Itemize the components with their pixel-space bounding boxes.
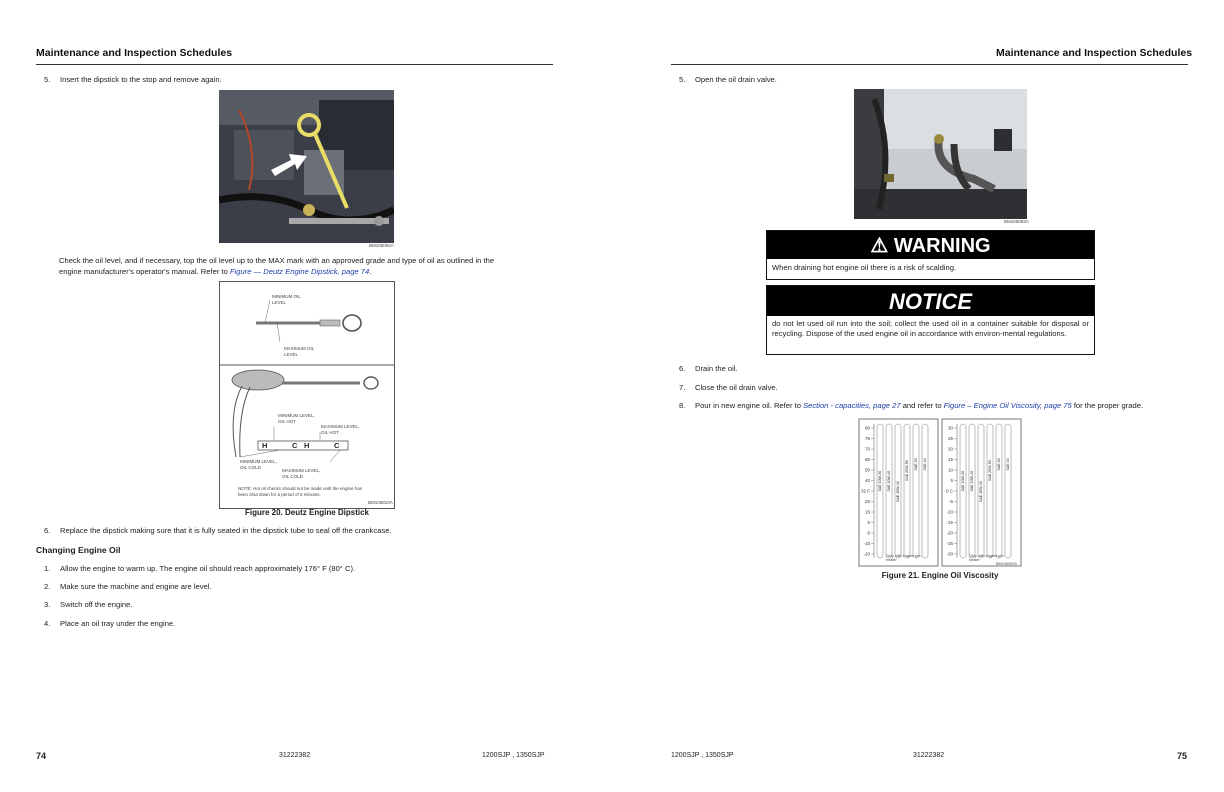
figure20-note: NOTE: Hot oil checks should not be made until the engine has been shut down for a period of 5 minutes. xyxy=(238,486,363,497)
celsius-tick-label: 25 xyxy=(947,436,953,441)
warning-title: ⚠ WARNING xyxy=(767,231,1094,259)
fahrenheit-tick-label: 60 xyxy=(864,457,870,462)
figure20-box xyxy=(219,281,395,509)
figure20-caption: Figure 20. Deutz Engine Dipstick xyxy=(244,508,370,517)
left-viscosity-bar-label: SAE 10W-30 xyxy=(878,470,883,492)
left-step-6-text: Replace the dipstick making sure that it is fully seated in the dipstick tube to seal off the crankcase. xyxy=(60,526,392,535)
right-step-5-number: 5. xyxy=(679,75,686,84)
figure21-code: BM105902A xyxy=(996,562,1017,566)
fahrenheit-tick-label: 75 xyxy=(864,436,870,441)
fahrenheit-tick-label: 15 xyxy=(864,509,870,515)
celsius-tick-label: -5 xyxy=(948,499,953,504)
svg-text:H: H xyxy=(304,441,310,450)
right-step-7-number: 7. xyxy=(679,383,686,392)
photo2-code: BM105093A xyxy=(1004,219,1029,224)
step8-text-a: Pour in new engine oil. Refer to xyxy=(695,401,804,410)
notice-title: NOTICE xyxy=(767,286,1094,316)
notice-text: do not let used oil run into the soil; collect the used oil in a container suitable for disposal or recycling. Dispose of the used engine oil in accordance with environ-mental regulations. xyxy=(772,319,1089,338)
fahrenheit-tick-label: 25 xyxy=(864,499,870,504)
celsius-tick-label: 10 xyxy=(947,467,953,473)
right-footer-model: 1200SJP , 1350SJP xyxy=(671,752,734,759)
step8-text-b: and refer to xyxy=(900,401,944,410)
oil-step-1-text: Allow the engine to warm up. The engine oil should reach approximately 176° F (80° C). xyxy=(60,564,356,573)
fahrenheit-tick-label: 70 xyxy=(864,446,870,452)
right-viscosity-bar-label: SAE 10W-40 xyxy=(970,470,975,492)
celsius-tick-label: 20 xyxy=(947,446,953,452)
oil-step-2-text: Make sure the machine and engine are level. xyxy=(60,582,212,591)
celsius-tick-label: -15 xyxy=(946,520,953,525)
celsius-tick-label: -30 xyxy=(946,551,953,557)
right-footer-doc-number: 31222382 xyxy=(913,752,945,759)
right-step-8-number: 8. xyxy=(679,401,686,410)
celsius-tick-label: 5 xyxy=(950,478,953,483)
right-step-7-text: Close the oil drain valve. xyxy=(695,383,778,392)
min-level-cold-label: MINIMUM LEVEL, OIL COLD xyxy=(240,459,277,470)
min-oil-level-label: MINIMUM OIL LEVEL xyxy=(272,294,301,305)
left-page-number: 74 xyxy=(36,751,47,761)
viscosity-svg xyxy=(858,418,1022,568)
figure21-link[interactable]: Figure – Engine Oil Viscosity, page 75 xyxy=(943,401,1072,410)
celsius-tick-label: -25 xyxy=(946,541,953,546)
right-step-6-text: Drain the oil. xyxy=(695,364,738,373)
check-para-line1: Check the oil level, and if necessary, top the oil level up to the MAX mark with an approved grade and type of oil as outlined in the xyxy=(59,256,495,265)
left-step-5-text: Insert the dipstick to the stop and remove again. xyxy=(60,75,222,84)
left-page-header: Maintenance and Inspection Schedules xyxy=(36,47,233,59)
left-header-rule xyxy=(36,64,553,65)
right-page-header: Maintenance and Inspection Schedules xyxy=(996,47,1193,59)
figure21-caption: Figure 21. Engine Oil Viscosity xyxy=(881,571,999,580)
left-footer-doc-number: 31222382 xyxy=(279,752,311,759)
right-step-5-text: Open the oil drain valve. xyxy=(695,75,777,84)
oil-step-4-number: 4. xyxy=(44,619,51,628)
oil-step-2-number: 2. xyxy=(44,582,51,591)
figure21-footnote-right: Only with engine pre-heater xyxy=(969,554,1005,562)
left-viscosity-bar-label: SAE 40 xyxy=(923,458,928,471)
figure21-chart xyxy=(858,418,1022,568)
oil-step-3-number: 3. xyxy=(44,600,51,609)
photo1-code: BM105092A xyxy=(369,243,394,248)
svg-text:C: C xyxy=(292,441,298,450)
figure21-footnote-left: Only with engine pre-heater xyxy=(886,554,922,562)
capacities-link[interactable]: Section - capacities, page 27 xyxy=(803,401,901,410)
fahrenheit-tick-label: -20 xyxy=(863,551,870,557)
celsius-tick-label: -10 xyxy=(946,509,953,515)
warning-box xyxy=(766,230,1095,280)
right-viscosity-bar-label: SAE 10W-30 xyxy=(961,470,966,492)
oil-step-3-text: Switch off the engine. xyxy=(60,600,133,609)
left-viscosity-bar-label: SAE 20W-50 xyxy=(905,460,910,481)
right-header-rule xyxy=(671,64,1188,65)
max-level-hot-label: MAXIMUM LEVEL, OIL HOT xyxy=(321,424,360,435)
dipstick-photo xyxy=(219,90,394,243)
right-step-6-number: 6. xyxy=(679,364,686,373)
celsius-tick-label: 0 C xyxy=(945,488,953,494)
step8-text-c: for the proper grade. xyxy=(1071,401,1144,410)
fahrenheit-tick-label: 32 F xyxy=(860,488,870,494)
left-viscosity-bar-label: SAE 10W-40 xyxy=(887,470,892,492)
warning-text: When draining hot engine oil there is a risk of scalding. xyxy=(772,263,957,272)
right-viscosity-bar-label: SAE 15W-40 xyxy=(979,481,984,502)
celsius-tick-label: -20 xyxy=(946,530,953,536)
left-footer-model: 1200SJP , 1350SJP xyxy=(482,752,545,759)
svg-text:H: H xyxy=(262,441,268,450)
fahrenheit-tick-label: 40 xyxy=(864,478,870,483)
max-oil-level-label: MAXIMUM OIL LEVEL xyxy=(284,346,315,357)
check-para-text: engine manufacturer's operator's manual. Refer to xyxy=(59,266,230,276)
left-step-6-number: 6. xyxy=(44,526,51,535)
notice-box xyxy=(766,285,1095,355)
figure20-code: BM105810A xyxy=(368,500,393,505)
right-step-8-text xyxy=(695,401,1143,410)
check-para-end: . xyxy=(369,266,372,276)
check-para-line2 xyxy=(59,267,494,278)
fahrenheit-tick-label: 90 xyxy=(864,425,870,431)
fahrenheit-tick-label: -5 xyxy=(865,530,870,536)
changing-engine-oil-heading: Changing Engine Oil xyxy=(36,545,121,555)
oil-step-4-text: Place an oil tray under the engine. xyxy=(60,619,176,628)
right-viscosity-bar-label: SAE 20W-50 xyxy=(988,460,993,481)
fahrenheit-tick-label: -15 xyxy=(863,541,870,546)
min-level-hot-label: MINIMUM LEVEL, OIL HOT xyxy=(278,413,315,424)
left-viscosity-bar-label: SAE 30 xyxy=(914,458,919,471)
celsius-tick-label: 30 xyxy=(947,425,953,431)
fahrenheit-tick-label: 50 xyxy=(864,467,870,473)
left-step-5-number: 5. xyxy=(44,75,51,84)
max-level-cold-label: MAXIMUM LEVEL, OIL COLD xyxy=(282,468,321,479)
drain-valve-photo xyxy=(854,89,1027,219)
right-page-number: 75 xyxy=(1177,751,1188,761)
celsius-tick-label: 15 xyxy=(947,457,953,462)
right-viscosity-bar-label: SAE 40 xyxy=(1006,458,1011,471)
check-oil-paragraph xyxy=(59,256,494,277)
oil-step-1-number: 1. xyxy=(44,564,51,573)
fahrenheit-tick-label: 5 xyxy=(867,520,870,525)
figure20-link[interactable]: Figure — Deutz Engine Dipstick, page 74 xyxy=(229,266,370,276)
left-viscosity-bar-label: SAE 15W-40 xyxy=(896,481,901,502)
svg-text:C: C xyxy=(334,441,340,450)
right-viscosity-bar-label: SAE 30 xyxy=(997,458,1002,471)
